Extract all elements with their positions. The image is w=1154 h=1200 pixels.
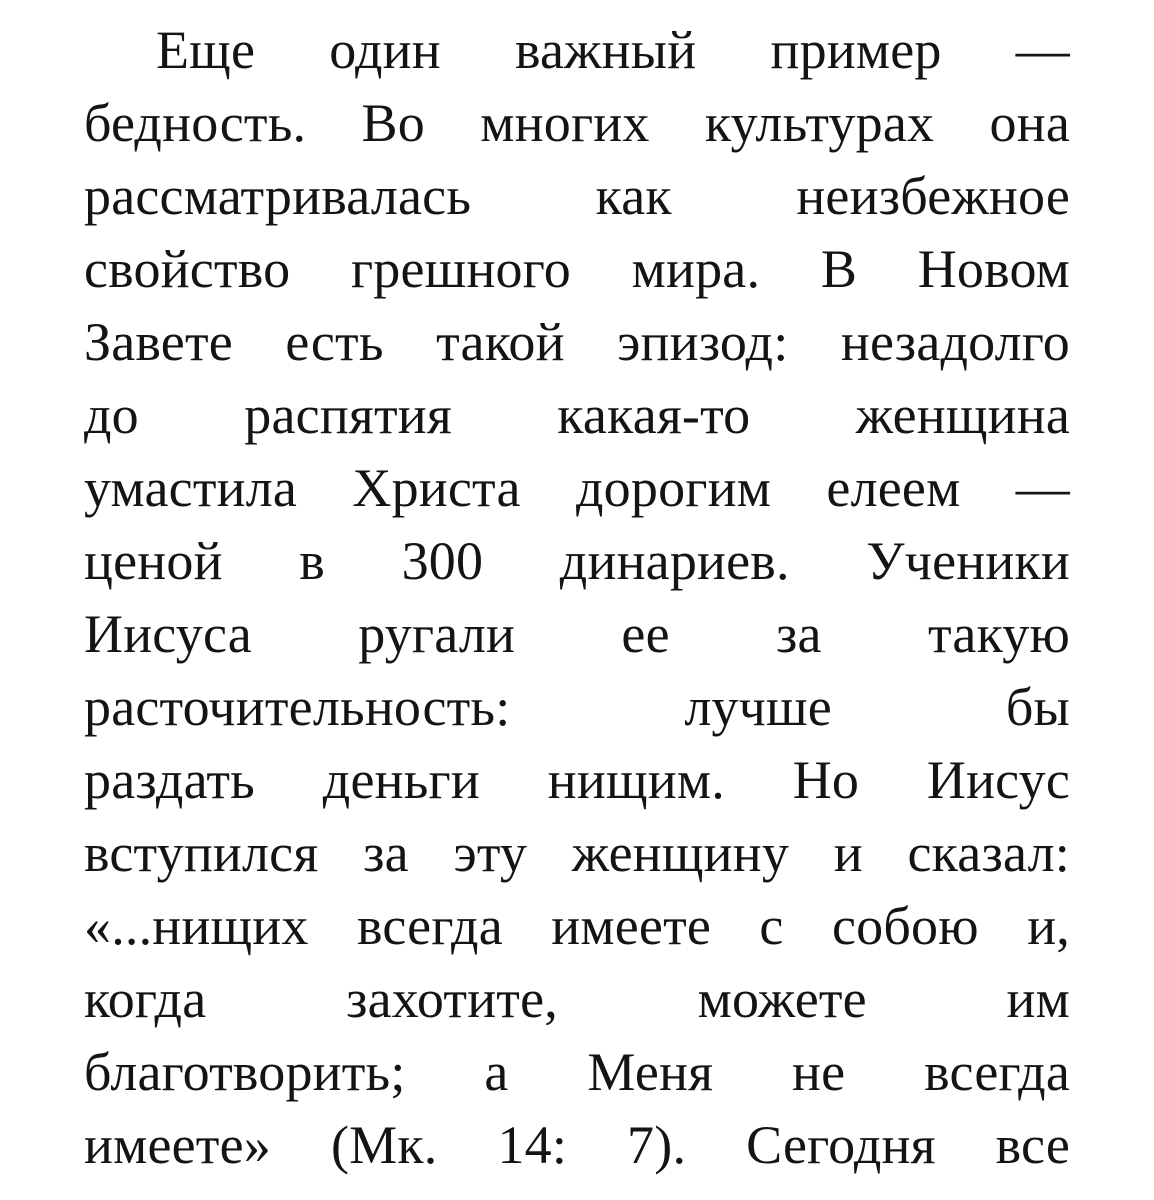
text-line: вступился за эту женщину и сказал:	[84, 823, 1070, 883]
text-line: Иисуса ругали ее за такую	[84, 604, 1070, 664]
text-line: благотворить; а Меня не всегда	[84, 1042, 1070, 1102]
text-line: когда захотите, можете им	[84, 969, 1070, 1029]
text-line: бедность. Во многих культурах она	[84, 93, 1070, 153]
text-line: Завете есть такой эпизод: незадолго	[84, 312, 1070, 372]
text-line: «...нищих всегда имеете с собою и,	[84, 896, 1070, 956]
text-line: имеете» (Мк. 14: 7). Сегодня все	[84, 1115, 1070, 1175]
text-line: умастила Христа дорогим елеем —	[84, 458, 1070, 518]
text-line: свойство грешного мира. В Новом	[84, 239, 1070, 299]
text-line: рассматривалась как неизбежное	[84, 166, 1070, 226]
text-line: Еще один важный пример —	[156, 20, 1070, 80]
text-line: расточительность: лучше бы	[84, 677, 1070, 737]
text-line: до распятия какая-то женщина	[84, 385, 1070, 445]
text-line: ценой в 300 динариев. Ученики	[84, 531, 1070, 591]
text-line: раздать деньги нищим. Но Иисус	[84, 750, 1070, 810]
